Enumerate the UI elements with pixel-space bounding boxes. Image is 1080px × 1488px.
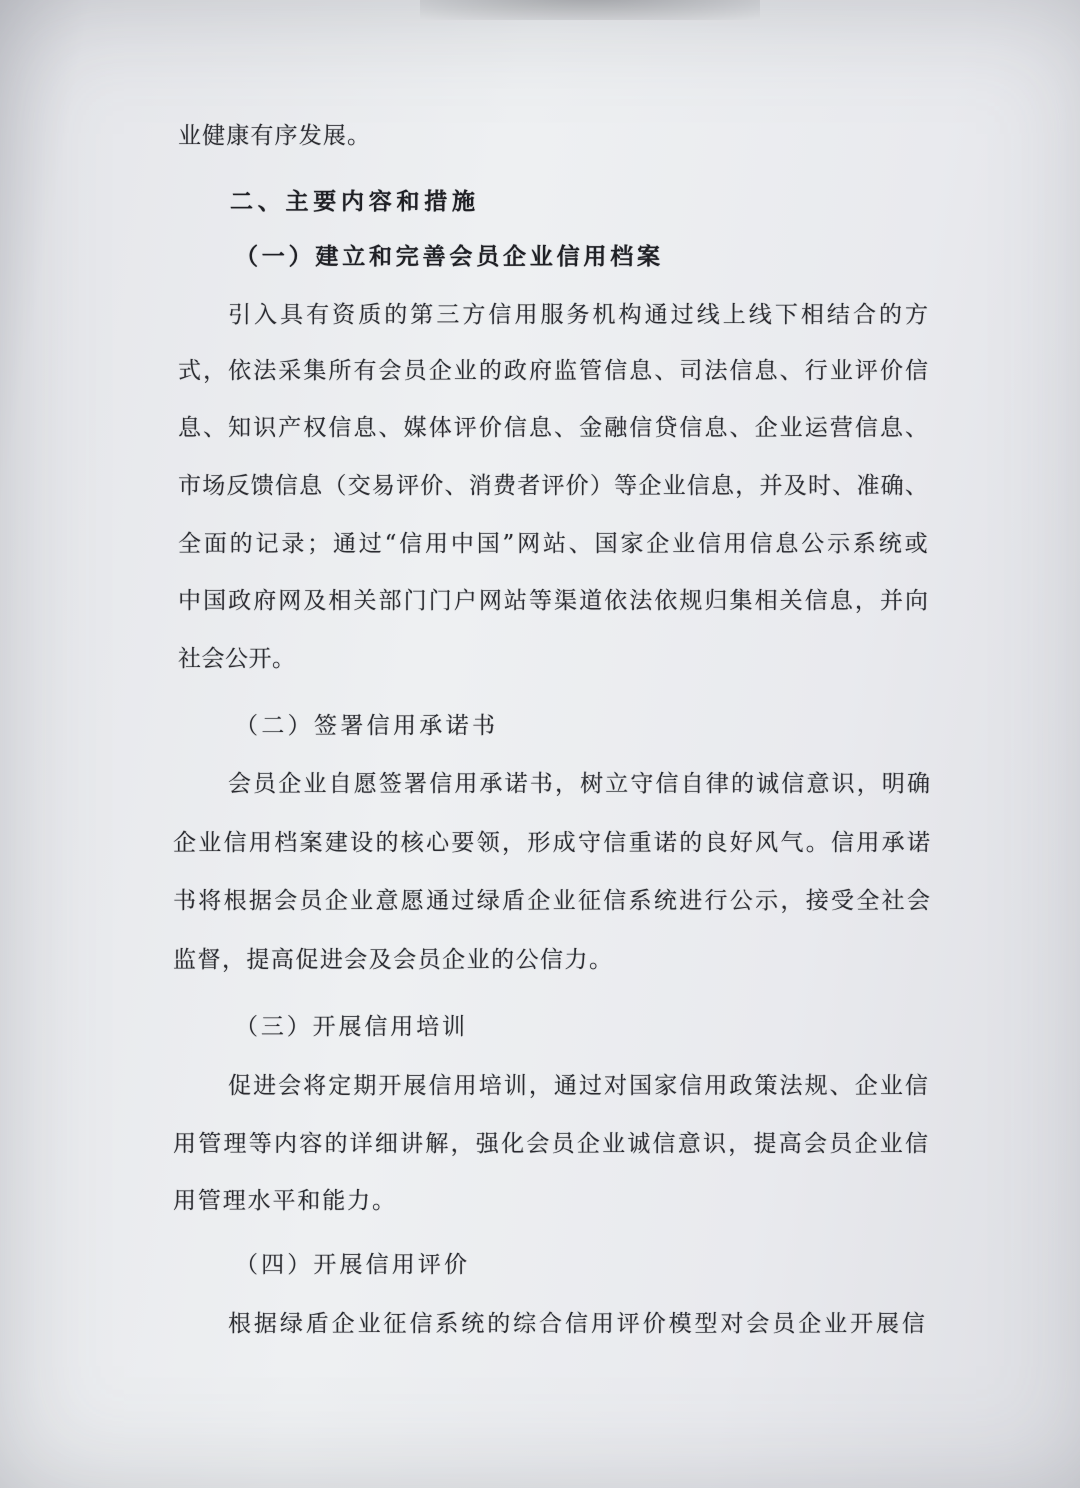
subsection-heading: （三）开展信用培训 bbox=[235, 1014, 468, 1040]
text-line: 监督，提高促进会及会员企业的公信力。 bbox=[173, 947, 614, 973]
subsection-heading: （一）建立和完善会员企业信用档案 bbox=[235, 243, 664, 270]
text-line: 中国政府网及相关部门门户网站等渠道依法依规归集相关信息，并向 bbox=[178, 588, 931, 614]
text-line: 会员企业自愿签署信用承诺书，树立守信自律的诚信意识，明确 bbox=[228, 771, 933, 797]
text-line: 促进会将定期开展信用培训，通过对国家信用政策法规、企业信 bbox=[228, 1073, 930, 1099]
section-heading: 二、主要内容和措施 bbox=[230, 188, 480, 215]
subsection-heading: （二）签署信用承诺书 bbox=[235, 713, 499, 739]
text-line: 引入具有资质的第三方信用服务机构通过线上线下相结合的方 bbox=[228, 302, 932, 328]
text-line: 根据绿盾企业征信系统的综合信用评价模型对会员企业开展信 bbox=[228, 1311, 928, 1337]
top-shadow bbox=[420, 0, 760, 20]
text-line: 书将根据会员企业意愿通过绿盾企业征信系统进行公示，接受全社会 bbox=[173, 888, 933, 914]
text-line: 用管理水平和能力。 bbox=[173, 1188, 397, 1214]
text-line: 全面的记录；通过“信用中国”网站、国家企业信用信息公示系统或 bbox=[178, 531, 931, 557]
text-line: 用管理等内容的详细讲解，强化会员企业诚信意识，提高会员企业信 bbox=[173, 1131, 931, 1157]
text-line: 息、知识产权信息、媒体评价信息、金融信贷信息、企业运营信息、 bbox=[178, 415, 931, 441]
text-line: 式，依法采集所有会员企业的政府监管信息、司法信息、行业评价信 bbox=[178, 358, 931, 384]
subsection-heading: （四）开展信用评价 bbox=[235, 1252, 471, 1278]
text-line: 市场反馈信息（交易评价、消费者评价）等企业信息，并及时、准确、 bbox=[178, 473, 930, 499]
text-line: 社会公开。 bbox=[178, 646, 296, 672]
text-line: 业健康有序发展。 bbox=[178, 123, 372, 149]
text-line: 企业信用档案建设的核心要领，形成守信重诺的良好风气。信用承诺 bbox=[173, 830, 933, 856]
